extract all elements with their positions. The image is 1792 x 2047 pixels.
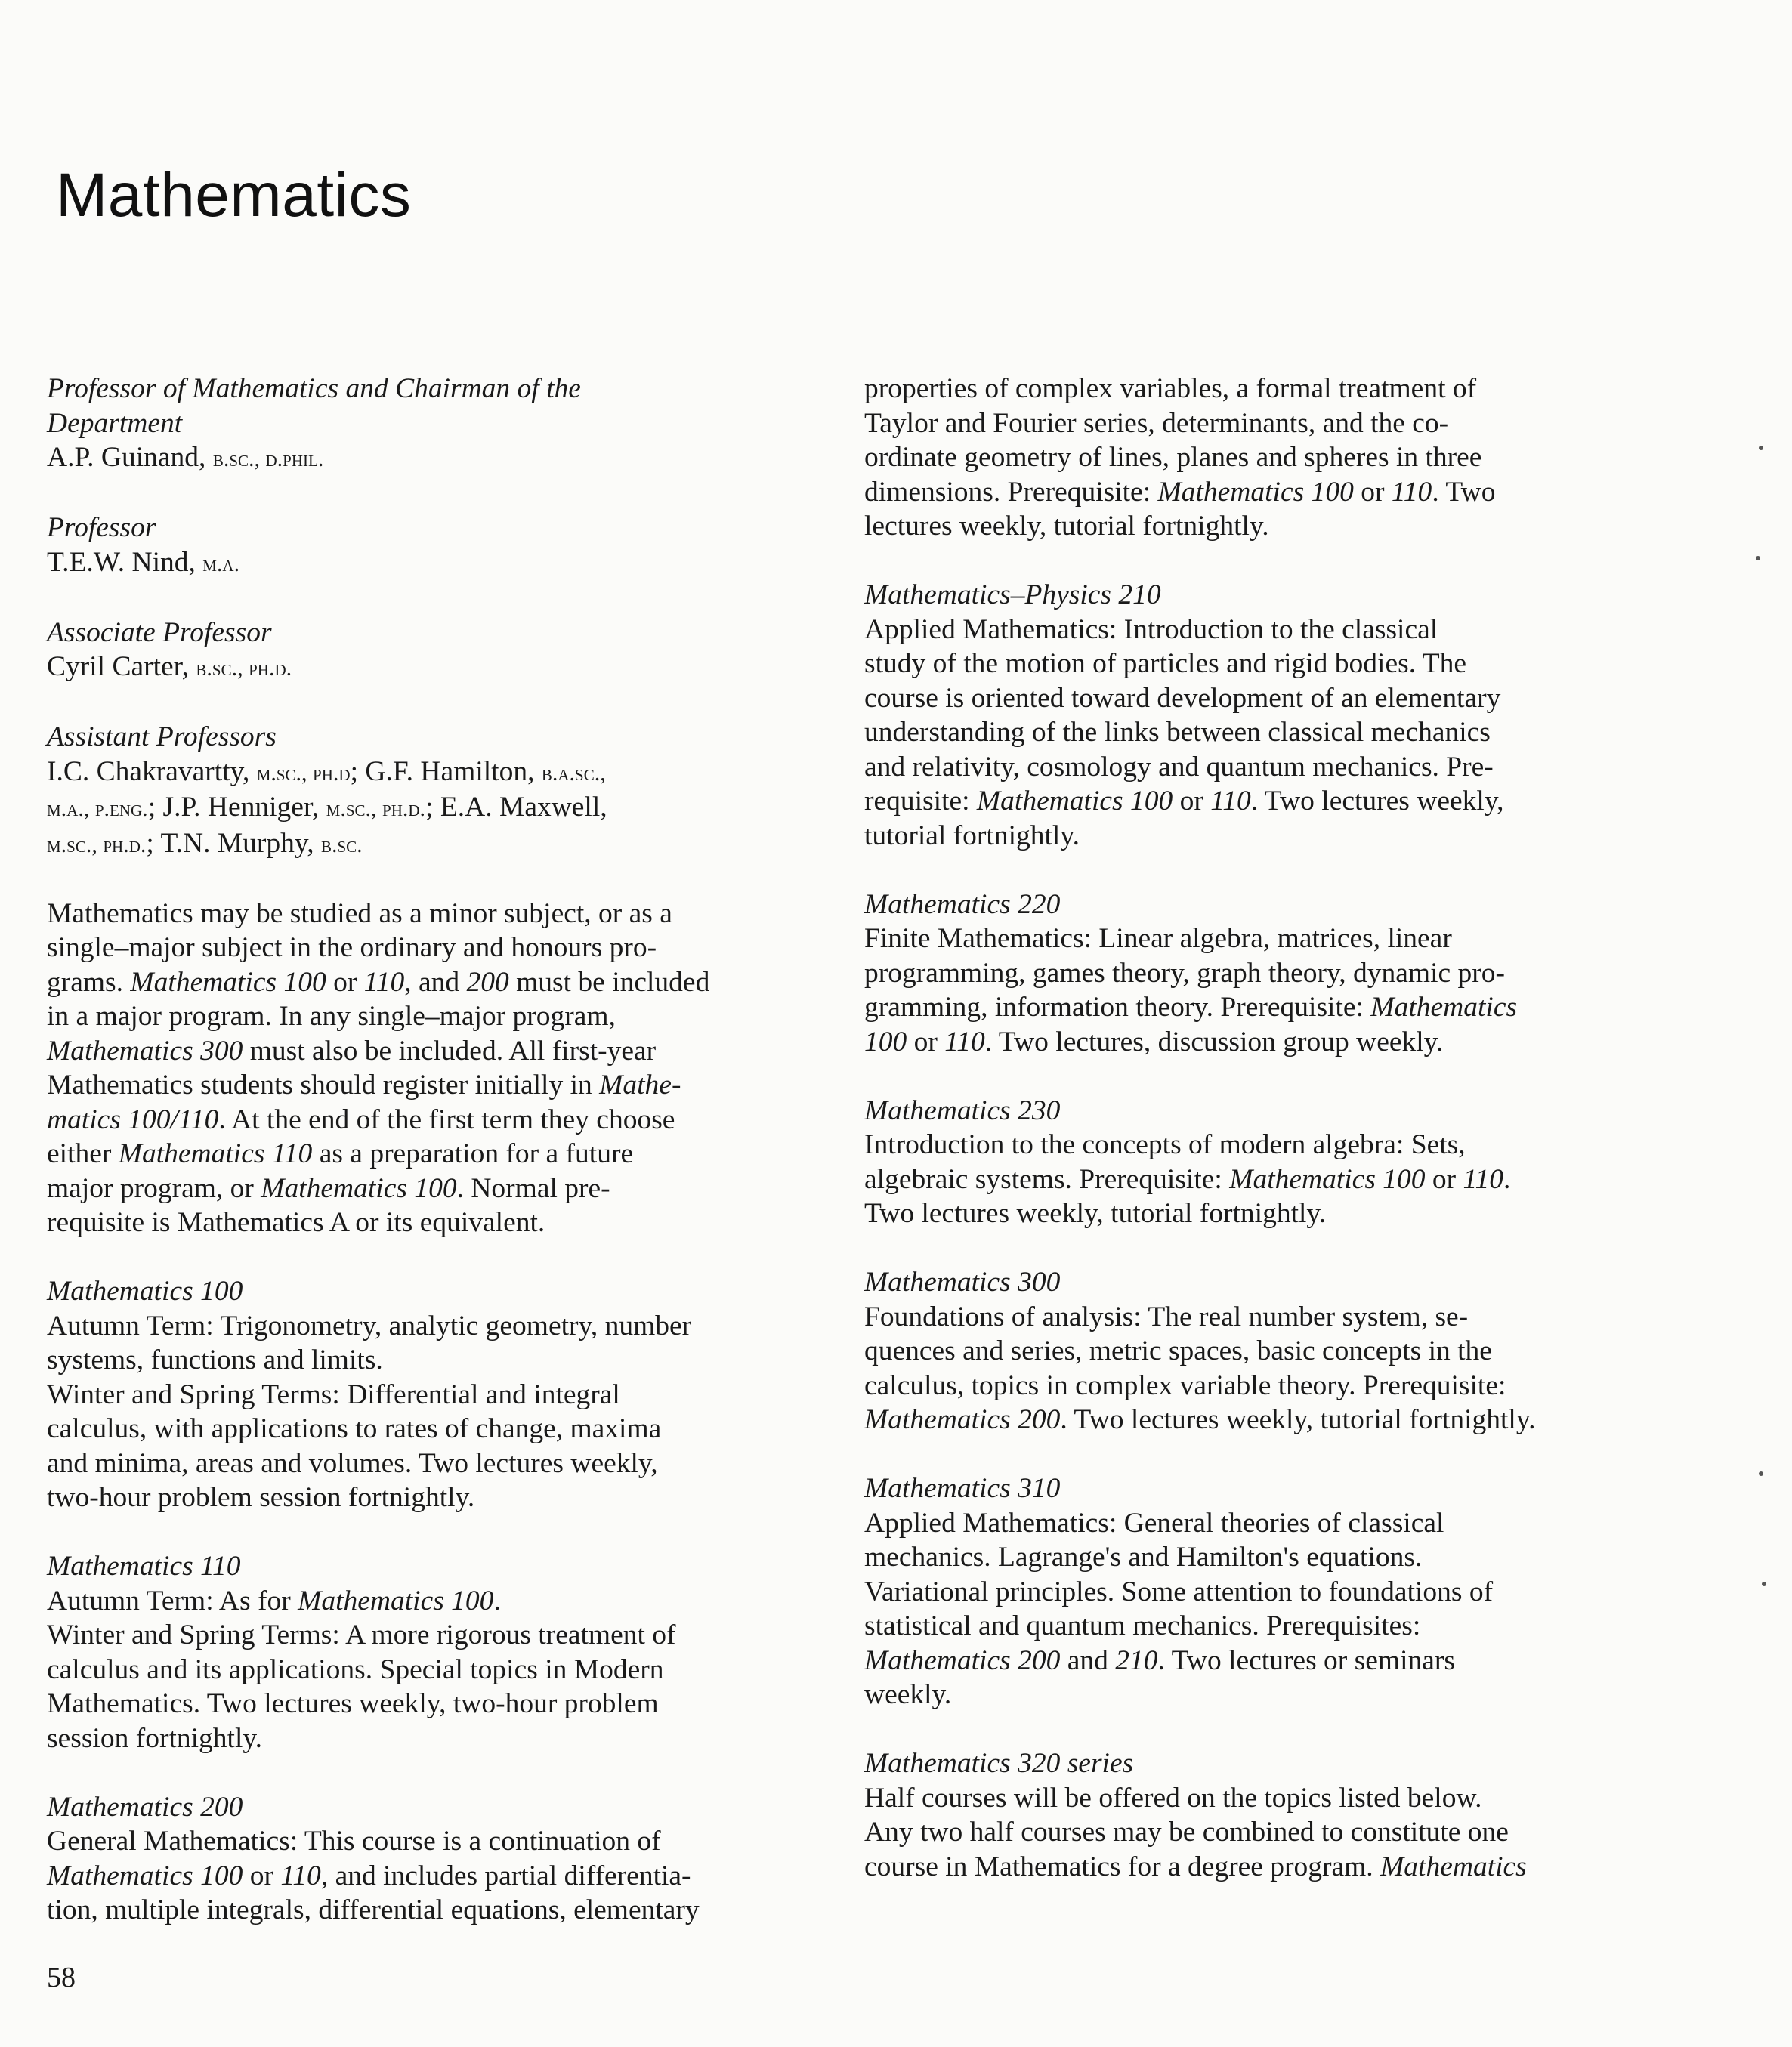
course-description: Autumn Term: Trigonometry, analytic geometry, number systems, functions and limits. Winter and Spring Terms: Differential and integral calculus, with applications to rates of change, maxima and minima, areas and volumes. Two lectures weekly, two-hour problem session fortnightly.	[47, 1310, 692, 1513]
faculty-title: Associate Professor	[47, 616, 272, 648]
course-description: Foundations of analysis: The real number system, se- quences and series, metric spaces, basic concepts in the calculus, topics in complex variable theory. Prerequisite: Mathematics 200. Two lectures weekly, tutorial fortnightly.	[864, 1301, 1536, 1435]
course-entry	[864, 1265, 1673, 1437]
course-description: Applied Mathematics: General theories of classical mechanics. Lagrange's and Hamilton's equations. Variational principles. Some attention to foundations of statistical and quantum mechanics. Prerequisites: Mathematics 200 and 210. Two lectures or seminars weekly.	[864, 1507, 1494, 1710]
course-entry	[864, 578, 1673, 853]
right-column	[864, 372, 1673, 1919]
course-title: Mathematics 220	[864, 888, 1061, 920]
faculty-title: Assistant Professors	[47, 721, 277, 752]
course-description: Autumn Term: As for Mathematics 100. Winter and Spring Terms: A more rigorous treatment of calculus and its applications. Special topics in Modern Mathematics. Two lectures weekly, two-hour problem session fortnightly.	[47, 1585, 676, 1754]
course-entry	[864, 1094, 1673, 1231]
faculty-entry	[47, 720, 848, 862]
course-title: Mathematics 100	[47, 1276, 243, 1307]
faculty-title: Professor	[47, 512, 156, 543]
course-title: Mathematics 110	[47, 1551, 241, 1582]
course-list-right	[864, 578, 1673, 1884]
faculty-members: T.E.W. Nind, m.a.	[47, 546, 240, 578]
course-title: Mathematics 300	[864, 1267, 1061, 1298]
faculty-entry	[47, 616, 848, 686]
course-description: Applied Mathematics: Introduction to the classical study of the motion of particles and rigid bodies. The course is oriented toward development of an elementary understanding of the links between classical mechanics and relativity, cosmology and quantum mechanics. Pre- requisite: Mathematics 100 or 110. Two lectures weekly, tutorial fortnightly.	[864, 613, 1504, 851]
faculty-members: A.P. Guinand, b.sc., d.phil.	[47, 442, 324, 473]
intro-text: Mathematics may be studied as a minor subject, or as a single–major subject in the ordinary and honours pro- grams. Mathematics 100 or 110, and 200 must be included in a major program. In any single–major program, Mathematics 300 must also be included. All first-year Mathematics students should register initially in Mathe- matics 100/110. At the end of the first term they choose either Mathematics 110 as a preparation for a future major program, or Mathematics 100. Normal pre- requisite is Mathematics A or its equivalent.	[47, 897, 710, 1238]
course-entry	[47, 1790, 848, 1928]
scan-speck	[1759, 446, 1763, 450]
scan-speck	[1759, 1471, 1763, 1476]
course-title: Mathematics 230	[864, 1095, 1061, 1126]
course-entry	[864, 888, 1673, 1060]
faculty-members: Cyril Carter, b.sc., ph.d.	[47, 651, 292, 682]
course-entry	[47, 1274, 848, 1515]
intro-paragraph	[47, 897, 848, 1240]
course-entry	[864, 1471, 1673, 1712]
continuation-text: properties of complex variables, a formal treatment of Taylor and Fourier series, determinants, and the co- ordinate geometry of lines, planes and spheres in three dimensions. Prerequisite: Mathematics 100 or 110. Two lectures weekly, tutorial fortnightly.	[864, 373, 1496, 542]
continuation-paragraph	[864, 372, 1673, 544]
course-title: Mathematics–Physics 210	[864, 579, 1161, 610]
course-description: Finite Mathematics: Linear algebra, matrices, linear programming, games theory, graph theory, dynamic pro- gramming, information theory. Prerequisite: Mathematics 100 or 110. Two lectures, discussion group weekly.	[864, 923, 1518, 1057]
scan-speck	[1756, 556, 1760, 560]
left-column	[47, 372, 848, 1962]
course-title: Mathematics 310	[864, 1473, 1061, 1504]
faculty-entry	[47, 372, 848, 477]
course-description: Half courses will be offered on the topics listed below. Any two half courses may be combined to constitute one course in Mathematics for a degree program. Mathematics	[864, 1782, 1527, 1882]
page-number: 58	[47, 1962, 76, 1993]
course-description: General Mathematics: This course is a continuation of Mathematics 100 or 110, and includes partial differentia- tion, multiple integrals, differential equations, elementary	[47, 1826, 700, 1925]
faculty-title: Professor of Mathematics and Chairman of the Department	[47, 373, 581, 439]
scan-speck	[1762, 1582, 1766, 1586]
course-title: Mathematics 200	[47, 1791, 243, 1823]
faculty-entry	[47, 511, 848, 581]
course-entry	[47, 1549, 848, 1755]
faculty-members: I.C. Chakravartty, m.sc., ph.d; G.F. Hamilton, b.a.sc., m.a., p.eng.; J.P. Henniger, m.sc., ph.d.; E.A. Maxwell, m.sc., ph.d.; T.N. Murphy, b.sc.	[47, 755, 607, 859]
course-title: Mathematics 320 series	[864, 1748, 1134, 1779]
course-list-left	[47, 1274, 848, 1928]
page-title: Mathematics	[56, 161, 412, 230]
course-description: Introduction to the concepts of modern algebra: Sets, algebraic systems. Prerequisite: Mathematics 100 or 110. Two lectures weekly, tutorial fortnightly.	[864, 1129, 1511, 1229]
course-entry	[864, 1746, 1673, 1884]
faculty-list	[47, 372, 848, 862]
